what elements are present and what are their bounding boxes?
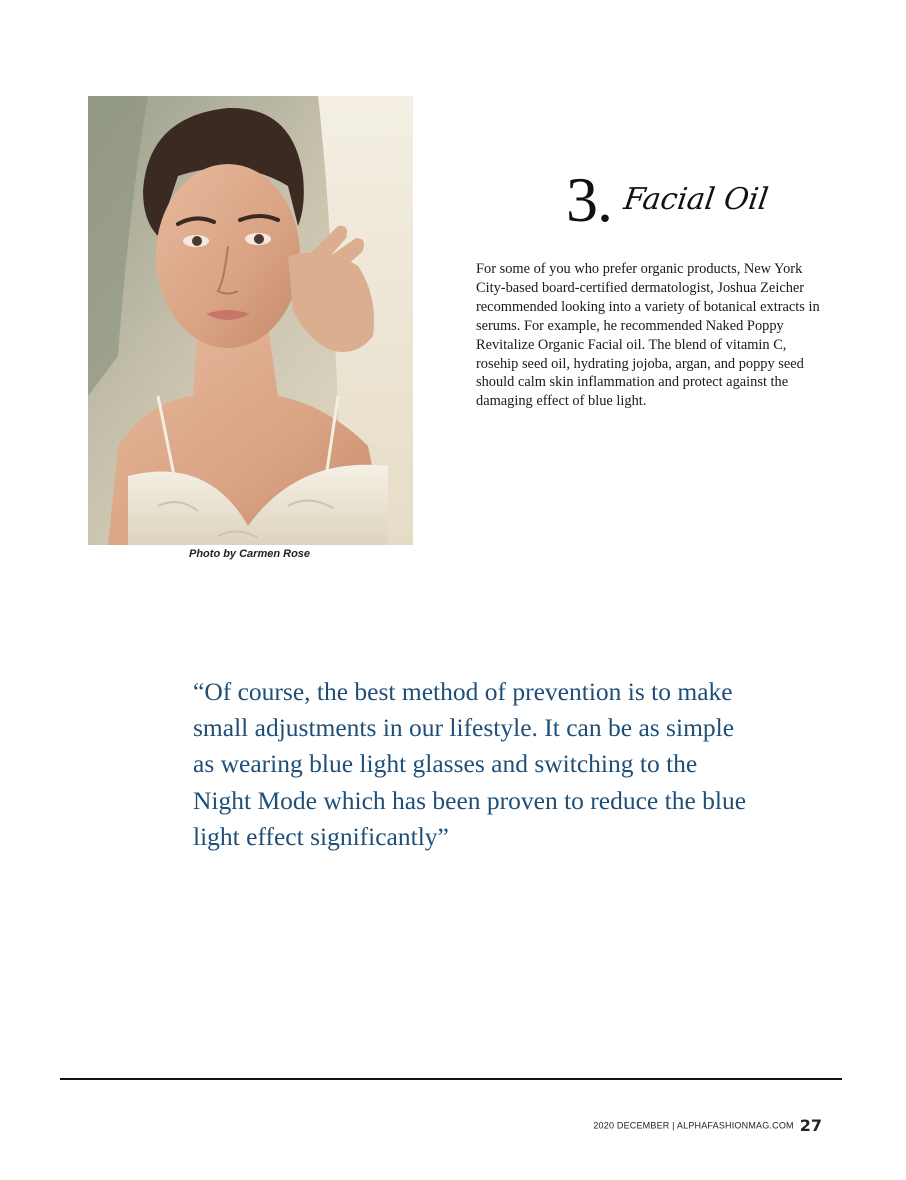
section-title: Facial Oil <box>621 182 771 217</box>
section-number: 3. <box>566 164 612 235</box>
pull-quote: “Of course, the best method of prevention is to make small adjustments in our lifestyle. It can be as simple as wearing blue light glasses and switching to the Night Mode which has been proven to reduce the blue light effect significantly” <box>193 677 747 851</box>
photo-caption: Photo by Carmen Rose <box>189 548 311 560</box>
section-body: For some of you who prefer organic products, New York City-based board-certified dermatologist, Joshua Zeicher recommended looking into a variety of botanical extracts in serums. For example, he recommended Naked Poppy Revitalize Organic Facial oil. The blend of vitamin C, rosehip seed oil, hydrating jojoba, argan, and poppy seed should calm skin inflammation and protect against the damaging effect of blue light. <box>476 261 820 410</box>
footer-divider <box>60 1078 842 1080</box>
page-number: 27 <box>799 1116 822 1135</box>
section-heading <box>566 160 771 240</box>
footer-meta: 2020 DECEMBER | ALPHAFASHIONMAG.COM <box>593 1120 794 1131</box>
portrait-illustration <box>88 96 413 545</box>
portrait-photo <box>88 96 413 545</box>
page-footer <box>593 1116 822 1135</box>
